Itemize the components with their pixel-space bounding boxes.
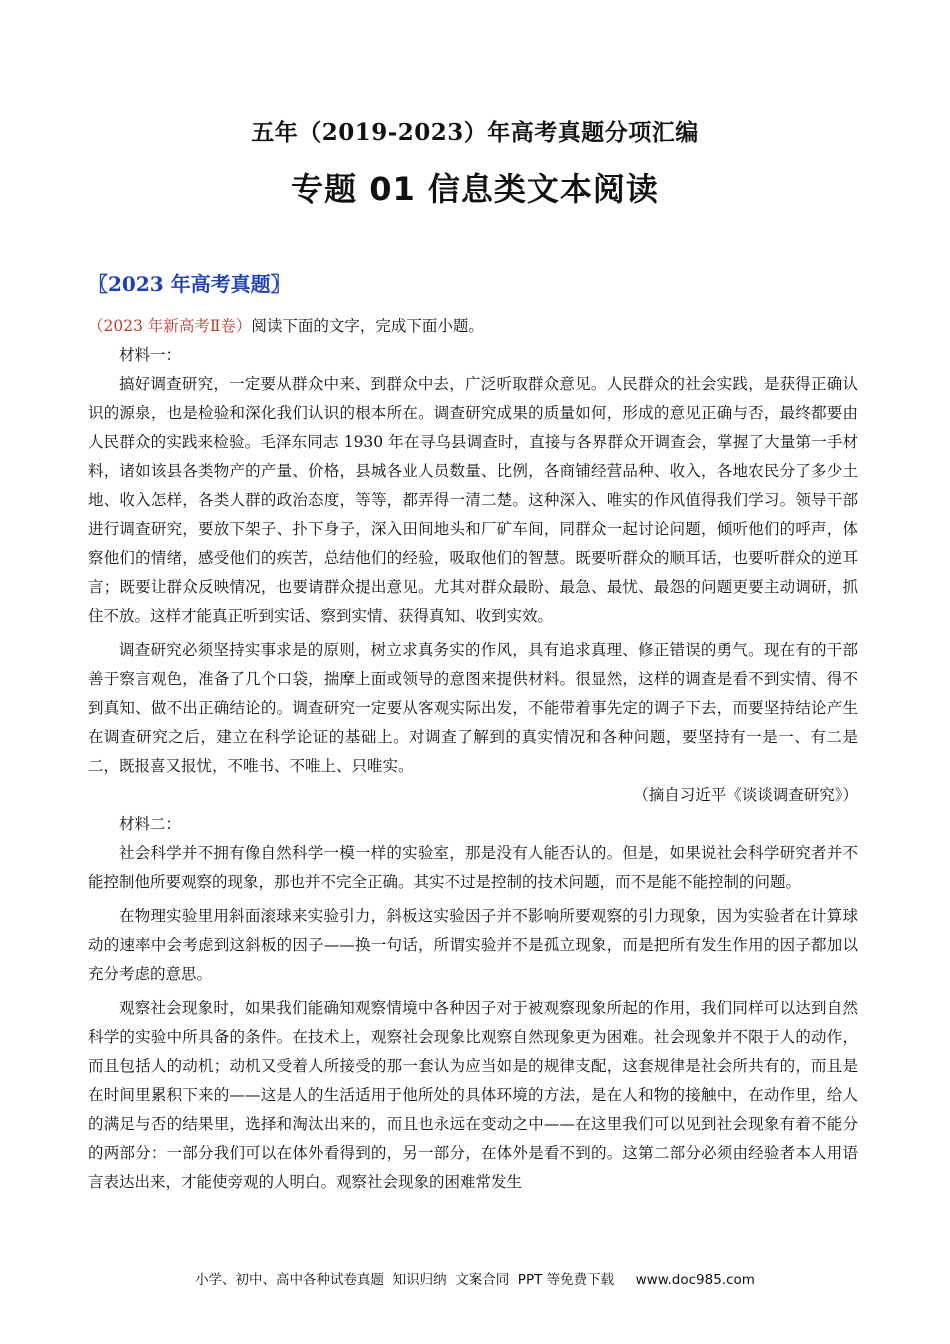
document-header: 五年（2019-2023）年高考真题分项汇编 bbox=[251, 119, 699, 146]
question-prompt: 阅读下面的文字，完成下面小题。 bbox=[251, 317, 484, 335]
material2-paragraph-1: 社会科学并不拥有像自然科学一模一样的实验室，那是没有人能否认的。但是，如果说社会科学研究者并不能控制他所要观察的现象，那也并不完全正确。其实不过是控制的技术问题，而不是能不能控制的问题。 bbox=[88, 844, 858, 891]
article-body bbox=[88, 312, 858, 1197]
footer-text: 小学、初中、高中各种试卷真题 知识归纳 文案合同 PPT 等免费下载 bbox=[195, 1272, 615, 1288]
document-title: 专题 01 信息类文本阅读 bbox=[291, 170, 659, 208]
question-intro bbox=[88, 312, 858, 341]
material1-paragraph-1: 搞好调查研究，一定要从群众中来、到群众中去，广泛听取群众意见。人民群众的社会实践，是获得正确认识的源泉，也是检验和深化我们认识的根本所在。调查研究成果的质量如何，形成的意见正确与否，最终都要由人民群众的实践来检验。毛泽东同志 1930 年在寻乌县调查时，直接与各界群众开调查会，掌握了大量第一手材料，诸如该县各类物产的产量、价格，县城各业人员数量、比例，各商铺经营品种、收入，各地农民分了多少土地、收入怎样，各类人群的政治态度，等等，都弄得一清二楚。这种深入、唯实的作风值得我们学习。领导干部进行调查研究，要放下架子、扑下身子，深入田间地头和厂矿车间，同群众一起讨论问题，倾听他们的呼声，体察他们的情绪，感受他们的疾苦，总结他们的经验，吸取他们的智慧。既要听群众的顺耳话，也要听群众的逆耳言；既要让群众反映情况，也要请群众提出意见。尤其对群众最盼、最急、最忧、最怨的问题更要主动调研，抓住不放。这样才能真正听到实话、察到实情、获得真知、收到实效。 bbox=[88, 375, 858, 625]
question-source: （2023 年新高考Ⅱ卷） bbox=[88, 317, 252, 335]
material1-citation: （摘自习近平《谈谈调查研究》） bbox=[633, 786, 858, 804]
material1-label: 材料一： bbox=[119, 346, 182, 364]
page-footer bbox=[0, 1268, 950, 1288]
material2-label: 材料二： bbox=[119, 815, 182, 833]
section-title: 〖2023 年高考真题〗 bbox=[88, 272, 291, 296]
footer-url[interactable]: www.doc985.com bbox=[635, 1272, 755, 1288]
material2-paragraph-2: 在物理实验里用斜面滚球来实验引力，斜板这实验因子并不影响所要观察的引力现象，因为实验者在计算球动的速率中会考虑到这斜板的因子——换一句话，所谓实验并不是孤立现象，而是把所有发生作用的因子都加以充分考虑的意思。 bbox=[88, 907, 858, 983]
material1-paragraph-2: 调查研究必须坚持实事求是的原则，树立求真务实的作风，具有追求真理、修正错误的勇气。现在有的干部善于察言观色，准备了几个口袋，揣摩上面或领导的意图来提供材料。很显然，这样的调查是看不到实情、得不到真知、做不出正确结论的。调查研究一定要从客观实际出发，不能带着事先定的调子下去，而要坚持结论产生在调查研究之后，建立在科学论证的基础上。对调查了解到的真实情况和各种问题，要坚持有一是一、有二是二，既报喜又报忧，不唯书、不唯上、只唯实。 bbox=[88, 641, 858, 775]
material2-paragraph-3: 观察社会现象时，如果我们能确知观察情境中各种因子对于被观察现象所起的作用，我们同样可以达到自然科学的实验中所具备的条件。在技术上，观察社会现象比观察自然现象更为困难。社会现象并不限于人的动作，而且包括人的动机；动机又受着人所接受的那一套认为应当如是的规律支配，这套规律是社会所共有的，而且是在时间里累积下来的——这是人的生活适用于他所处的具体环境的方法，是在人和物的接触中，在动作里，给人的满足与否的结果里，选择和淘汰出来的，而且也永远在变动之中——在这里我们可以见到社会现象有着不能分的两部分：一部分我们可以在体外看得到的，另一部分，在体外是看不到的。这第二部分必须由经验者本人用语言表达出来，才能使旁观的人明白。观察社会现象的困难常发生 bbox=[88, 999, 858, 1191]
